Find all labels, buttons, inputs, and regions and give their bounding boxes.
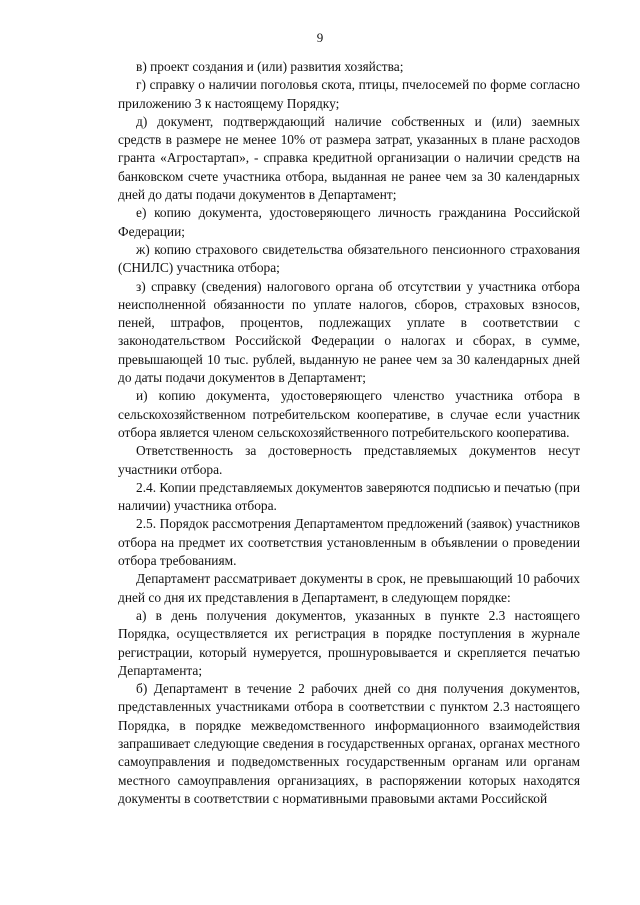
paragraph-item-g: г) справку о наличии поголовья скота, птицы, пчелосемей по форме согласно приложению 3 к настоящему Порядку; xyxy=(118,77,580,111)
paragraph-responsibility: Ответственность за достоверность представляемых документов несут участники отбора. xyxy=(118,443,580,477)
paragraph-item-e: е) копию документа, удостоверяющего личность гражданина Российской Федерации; xyxy=(118,205,580,239)
document-body xyxy=(118,58,580,808)
page-number: 9 xyxy=(316,30,324,45)
paragraph-item-i: и) копию документа, удостоверяющего членство участника отбора в сельскохозяйственном потребительском кооперативе, в случае если участник отбора является членом сельскохозяйственного потребительского кооператива. xyxy=(118,388,580,440)
paragraph-clause-2-4: 2.4. Копии представляемых документов заверяются подписью и печатью (при наличии) участника отбора. xyxy=(118,479,581,514)
paragraph-item-d: д) документ, подтверждающий наличие собственных и (или) заемных средств в размере не менее 10% от размера затрат, указанных в плане расходов гранта «Агростартап», - справка кредитной организации о наличии средств на банковском счете участника отбора, выданная не ранее чем за 30 календарных дней до даты подачи документов в Департамент; xyxy=(118,113,580,203)
paragraph-item-zh: ж) копию страхового свидетельства обязательного пенсионного страхования (СНИЛС) участника отбора; xyxy=(118,241,580,276)
paragraph-item-v: в) проект создания и (или) развития хозяйства; xyxy=(136,59,404,74)
paragraph-step-a: а) в день получения документов, указанных в пункте 2.3 настоящего Порядка, осуществляется их регистрация в порядке поступления в журнале регистрации, который нумеруется, прошнуровывается и скрепляется печатью Департамента; xyxy=(118,607,580,678)
paragraph-item-z: з) справку (сведения) налогового органа об отсутствии у участника отбора неисполненной обязанности по уплате налогов, сборов, страховых взносов, пеней, штрафов, процентов, подлежащих уплате в соответствии с законодательством Российской Федерации о налогах и сборах, в сумме, превышающей 10 тыс. рублей, выданную не ранее чем за 30 календарных дней до даты подачи документов в Департамент; xyxy=(118,278,580,386)
paragraph-clause-2-5: 2.5. Порядок рассмотрения Департаментом предложений (заявок) участников отбора на предмет их соответствия установленным в объявлении о проведении отбора требованиям. xyxy=(118,516,580,569)
paragraph-review-procedure: Департамент рассматривает документы в срок, не превышающий 10 рабочих дней со дня их представления в Департамент, в следующем порядке: xyxy=(118,571,580,605)
paragraph-step-b: б) Департамент в течение 2 рабочих дней со дня получения документов, представленных участниками отбора в соответствии с пунктом 2.3 настоящего Порядка, в порядке межведомственного информационного взаимодействия запрашивает следующие сведения в государственных органах, органах местного самоуправления и подведомственных государственным органам или органам местного самоуправления организациях, в распоряжении которых находятся документы в соответствии с нормативными правовыми актами Российской xyxy=(118,681,580,806)
